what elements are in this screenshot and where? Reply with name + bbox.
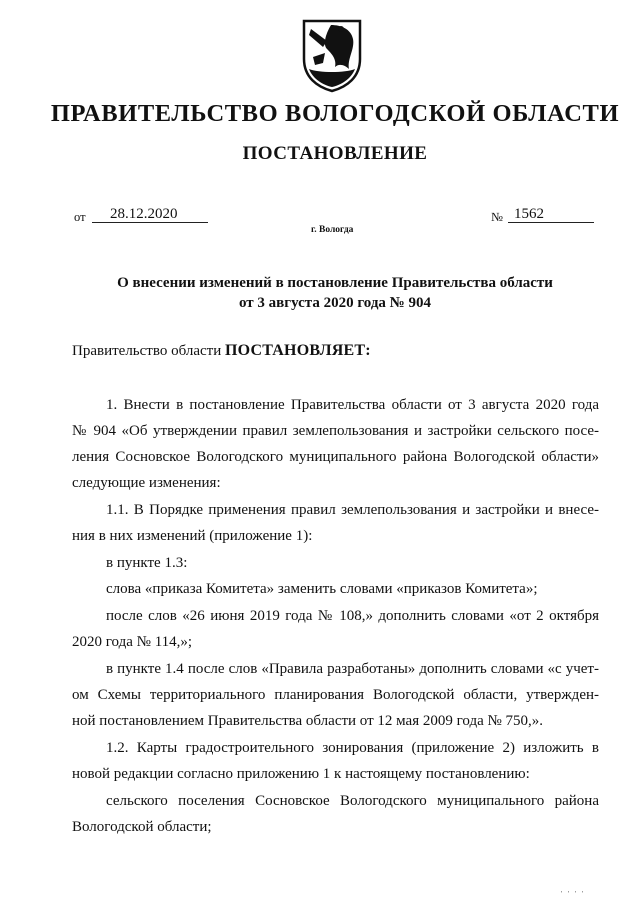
body-line: 2020 года № 114,»; bbox=[72, 634, 193, 650]
body-line: ной постановлением Правительства области от 12 мая 2009 года № 750,». bbox=[72, 713, 544, 729]
body-line: следующие изменения: bbox=[72, 475, 221, 491]
preamble-prefix: Правительство области bbox=[72, 343, 222, 359]
body-line: ния в них изменений (приложение 1): bbox=[72, 528, 313, 544]
number-label: № bbox=[491, 210, 503, 224]
date-value: 28.12.2020 bbox=[92, 206, 208, 223]
title-line-2: от 3 августа 2020 года № 904 bbox=[239, 295, 431, 311]
body-line: 1.1. В Порядке применения правил землепользования и застройки и внесе- bbox=[106, 502, 599, 518]
preamble bbox=[72, 342, 371, 360]
body-line: Вологодской области; bbox=[72, 819, 212, 835]
title-line-1: О внесении изменений в постановление Правительства области bbox=[117, 275, 553, 291]
document-title bbox=[0, 273, 640, 313]
preamble-decree-word: ПОСТАНОВЛЯЕТ: bbox=[224, 342, 371, 359]
number-value: 1562 bbox=[508, 206, 594, 223]
page-marks: ' ' ' ' bbox=[561, 890, 586, 898]
body-line: ом Схемы территориального планирования Вологодской области, утвержден- bbox=[72, 687, 599, 703]
body-line: 1. Внести в постановление Правительства области от 3 августа 2020 года bbox=[106, 397, 599, 413]
body-line: 1.2. Карты градостроительного зонирования (приложение 2) изложить в bbox=[106, 740, 599, 756]
organization-name: ПРАВИТЕЛЬСТВО ВОЛОГОДСКОЙ ОБЛАСТИ bbox=[50, 100, 620, 127]
body-line: слова «приказа Комитета» заменить словами «приказов Комитета»; bbox=[106, 581, 538, 597]
body-line: новой редакции согласно приложению 1 к настоящему постановлению: bbox=[72, 766, 530, 782]
body-line: после слов «26 июня 2019 года № 108,» дополнить словами «от 2 октября bbox=[106, 608, 599, 624]
body-line: сельского поселения Сосновское Вологодского муниципального района bbox=[106, 793, 599, 809]
coat-of-arms-icon bbox=[301, 19, 363, 93]
date-label: от bbox=[74, 210, 86, 224]
city-name: г. Вологда bbox=[311, 225, 354, 235]
body-line: в пункте 1.3: bbox=[106, 555, 188, 571]
body-line: ления Сосновское Вологодского муниципального района Вологодской области» bbox=[72, 449, 599, 465]
body-line: в пункте 1.4 после слов «Правила разработаны» дополнить словами «с учет- bbox=[106, 661, 599, 677]
body-line: № 904 «Об утверждении правил землепользования и застройки сельского посе- bbox=[72, 423, 599, 439]
document-type: ПОСТАНОВЛЕНИЕ bbox=[242, 143, 428, 164]
